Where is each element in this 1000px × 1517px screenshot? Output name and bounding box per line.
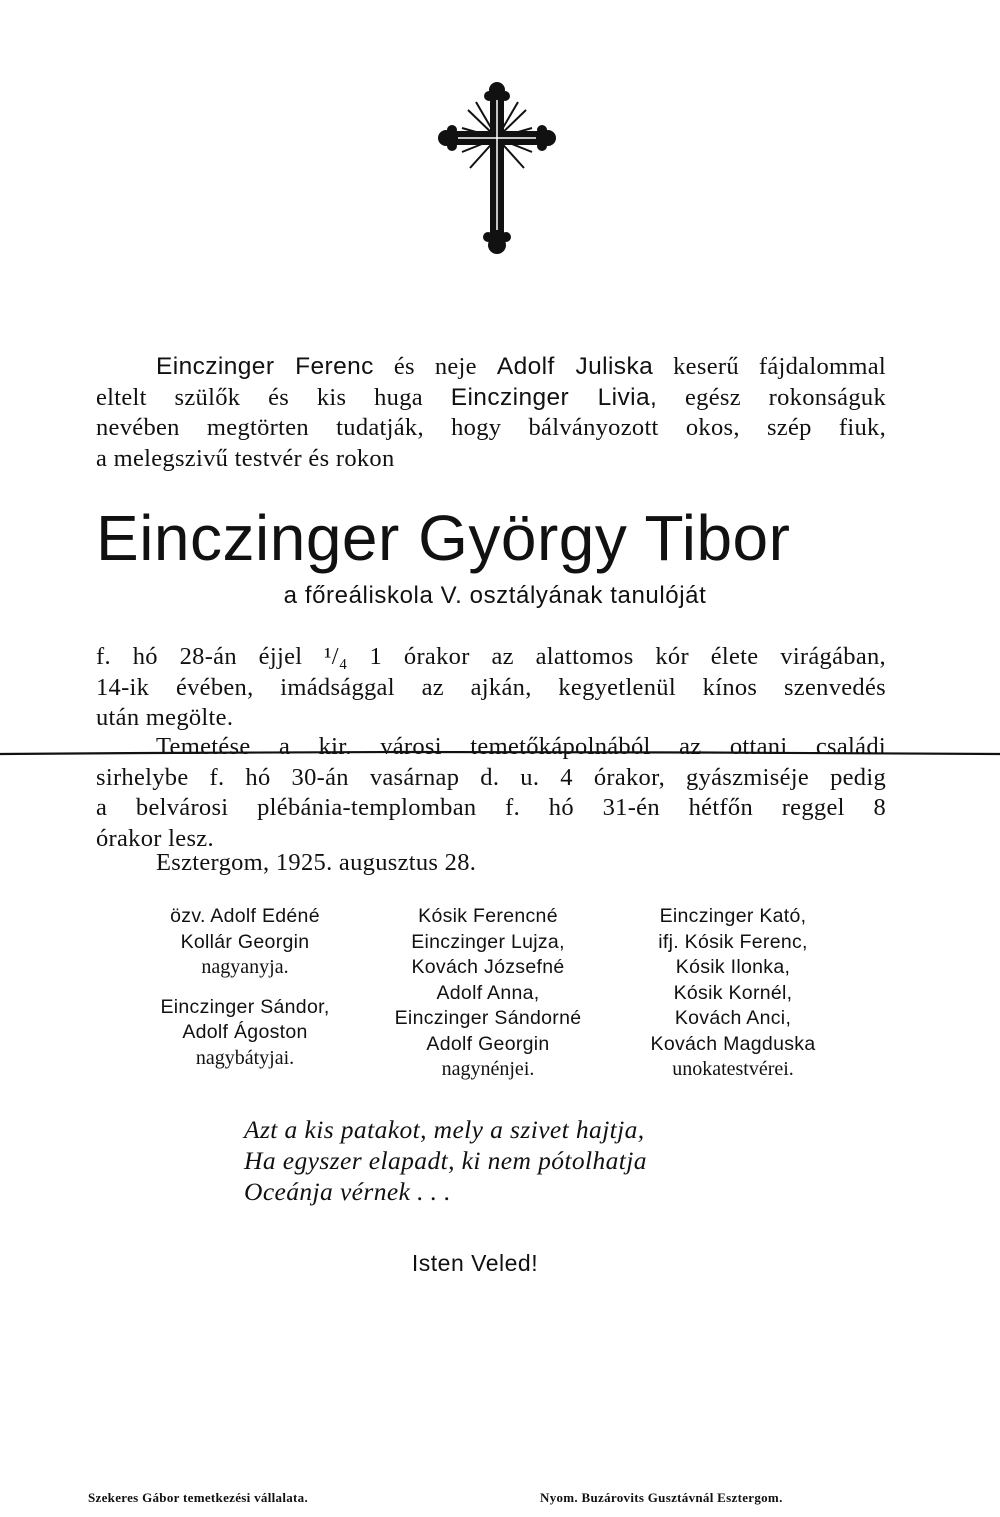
mourner-name: Einczinger Sándorné <box>394 1007 582 1029</box>
opening-text: egész rokonságuk <box>657 383 886 411</box>
mourner-name: Einczinger Kató, <box>659 905 807 927</box>
sister-name: Einczinger Livia, <box>450 383 658 411</box>
mourners-column-grandparents <box>115 904 375 1071</box>
opening-line-1 <box>96 352 886 383</box>
relation-label: nagyanyja. <box>201 956 289 978</box>
mother-name: Adolf Juliska <box>496 353 654 380</box>
cross-icon <box>438 80 556 255</box>
deceased-name: Einczinger György Tibor <box>96 502 791 574</box>
opening-paragraph <box>96 352 886 474</box>
mourner-name: Kollár Georgin <box>180 930 310 953</box>
opening-line-3: nevében megtörten tudatják, hogy bálványozott okos, szép fiuk, <box>96 414 886 441</box>
funeral-line-4: órakor lesz. <box>96 824 214 852</box>
father-name: Einczinger Ferenc <box>156 353 374 380</box>
relation-label: nagybátyjai. <box>195 1046 295 1069</box>
mourner-name: Einczinger Lujza, <box>411 930 565 953</box>
mourner-name: Kósik Ferencné <box>418 905 558 927</box>
opening-line-2 <box>96 383 886 414</box>
mourner-name: ifj. Kósik Ferenc, <box>658 930 808 953</box>
deceased-subtitle: a főreáliskola V. osztályának tanulóját <box>283 582 707 609</box>
death-line-2: 14-ik évében, imádsággal az ajkán, kegyetlenül kínos szenvedés <box>96 673 886 701</box>
footer-undertaker: Szekeres Gábor temetkezési vállalata. <box>88 1490 309 1505</box>
farewell: Isten Veled! <box>411 1250 539 1276</box>
footer-printer: Nyom. Buzárovits Gusztávnál Esztergom. <box>540 1490 783 1505</box>
mourners-column-aunts <box>358 904 618 1083</box>
mourner-name: Kovách Józsefné <box>411 956 565 978</box>
opening-line-4: a melegszivű testvér és rokon <box>96 444 395 472</box>
opening-text: és neje <box>373 353 497 380</box>
mourner-name: özv. Adolf Edéné <box>170 905 320 927</box>
relation-label: nagynénjei. <box>441 1058 535 1080</box>
mourner-name: Kovách Anci, <box>674 1007 792 1029</box>
place-date: Esztergom, 1925. augusztus 28. <box>156 849 477 876</box>
funeral-line-3: a belvárosi plébánia-templomban f. hó 31-én hétfőn reggel 8 <box>96 794 886 821</box>
mourner-name: Kósik Kornél, <box>673 981 793 1004</box>
death-line-1: f. hó 28-án éjjel ¹/₄ 1 órakor az alattomos kór élete virágában, <box>96 643 886 670</box>
funeral-line-2: sirhelybe f. hó 30-án vasárnap d. u. 4 órakor, gyászmiséje pedig <box>96 763 886 791</box>
mourners-column-cousins <box>603 904 863 1083</box>
scan-streak <box>0 749 1000 757</box>
poem-line: Oceánja vérnek . . . <box>244 1177 451 1206</box>
death-line-3: után megölte. <box>96 704 234 731</box>
mourner-name: Kovách Magduska <box>650 1032 816 1055</box>
poem-line: Ha egyszer elapadt, ki nem pótolhatja <box>244 1146 647 1175</box>
opening-text: keserű fájdalommal <box>653 353 886 380</box>
poem <box>244 1114 647 1207</box>
mourner-name: Adolf Anna, <box>436 981 540 1004</box>
relation-label: unokatestvérei. <box>672 1058 794 1080</box>
death-paragraph <box>96 642 886 734</box>
mourner-name: Adolf Ágoston <box>182 1021 308 1043</box>
mourner-name: Adolf Georgin <box>426 1032 550 1055</box>
mourner-name: Einczinger Sándor, <box>160 995 330 1018</box>
poem-line: Azt a kis patakot, mely a szivet hajtja, <box>244 1115 645 1144</box>
opening-text: eltelt szülők és kis huga <box>96 383 451 411</box>
mourner-name: Kósik Ilonka, <box>675 956 791 978</box>
funeral-line-1: Temetése a kir. városi temetőkápolnából az ottani családi <box>156 733 886 760</box>
